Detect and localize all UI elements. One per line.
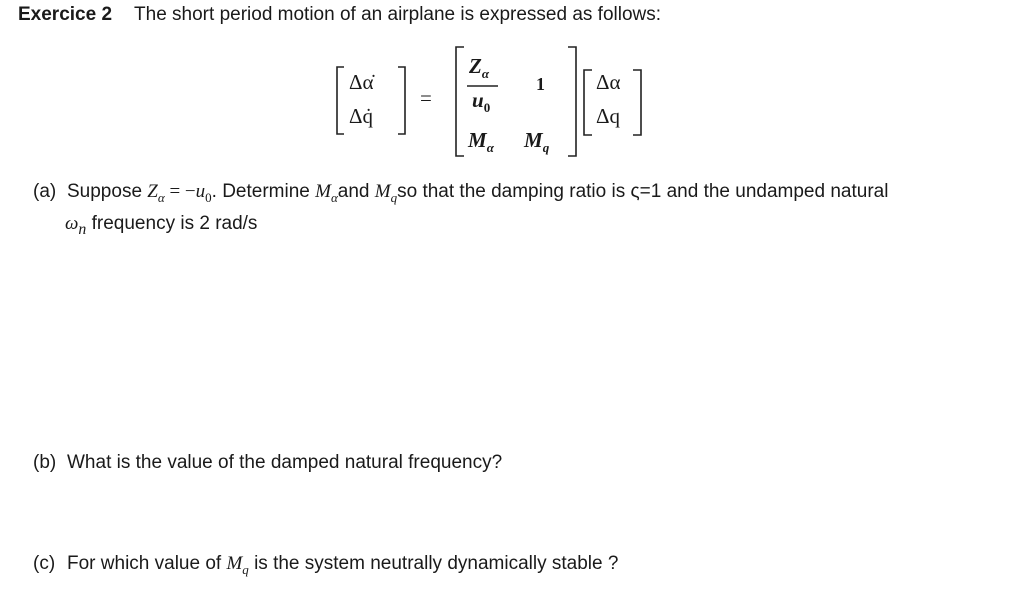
u-naught: $u_0$ <box>472 88 491 116</box>
matrix-right-bracket <box>568 47 576 156</box>
question-c-tag: (c) <box>33 553 56 574</box>
m-q-inline: $M_q$ <box>374 181 398 205</box>
rhs-right-bracket <box>633 70 641 135</box>
lhs-right-bracket <box>398 67 405 134</box>
question-b-tag: (b) <box>33 452 57 473</box>
exercise-label: Exercice 2 <box>18 4 113 25</box>
exercise-heading <box>18 4 661 26</box>
m-alpha: $M_\alpha$ <box>468 128 494 156</box>
rhs-q: Δq <box>596 104 621 128</box>
m-q: $M_q$ <box>524 128 550 156</box>
question-b-text: What is the value of the damped natural frequency? <box>67 452 503 473</box>
u0-inline: $u_0$ <box>195 181 212 205</box>
m-q-inline-c: $M_q$ <box>226 553 249 577</box>
question-c: (c) For which value of $M_q$ is the system neutrally dynamically stable ? <box>33 553 619 577</box>
matrix-one: 1 <box>536 74 545 94</box>
lhs-alpha-dot: Δα̇ <box>349 70 374 94</box>
question-a-tag: (a) <box>33 181 57 202</box>
matrix-brackets <box>330 40 660 165</box>
omega-n-inline: $\omega_n$ <box>65 213 87 238</box>
rhs-left-bracket <box>584 70 592 135</box>
lhs-q-dot: Δq̇ <box>349 104 374 128</box>
state-equation <box>330 40 660 165</box>
matrix-left-bracket <box>456 47 464 156</box>
z-alpha: $Z_\alpha$ <box>469 54 490 82</box>
equals-sign: = <box>420 86 432 110</box>
lhs-left-bracket <box>337 67 344 134</box>
rhs-alpha: Δα <box>596 70 621 94</box>
z-alpha-inline: $Z_\alpha$ <box>147 181 165 205</box>
m-alpha-inline: $M_\alpha$ <box>315 181 338 205</box>
exercise-intro: The short period motion of an airplane is expressed as follows: <box>134 4 662 25</box>
question-a: (a) Suppose $Z_\alpha = -u_0$. Determine $M_\alpha and$ $M_qso$ that the damping ratio is ς=1 and the undamped natural <box>33 181 889 205</box>
question-b <box>33 452 502 474</box>
question-a-continued: $\omega_n$ frequency is 2 rad/s <box>65 213 258 238</box>
